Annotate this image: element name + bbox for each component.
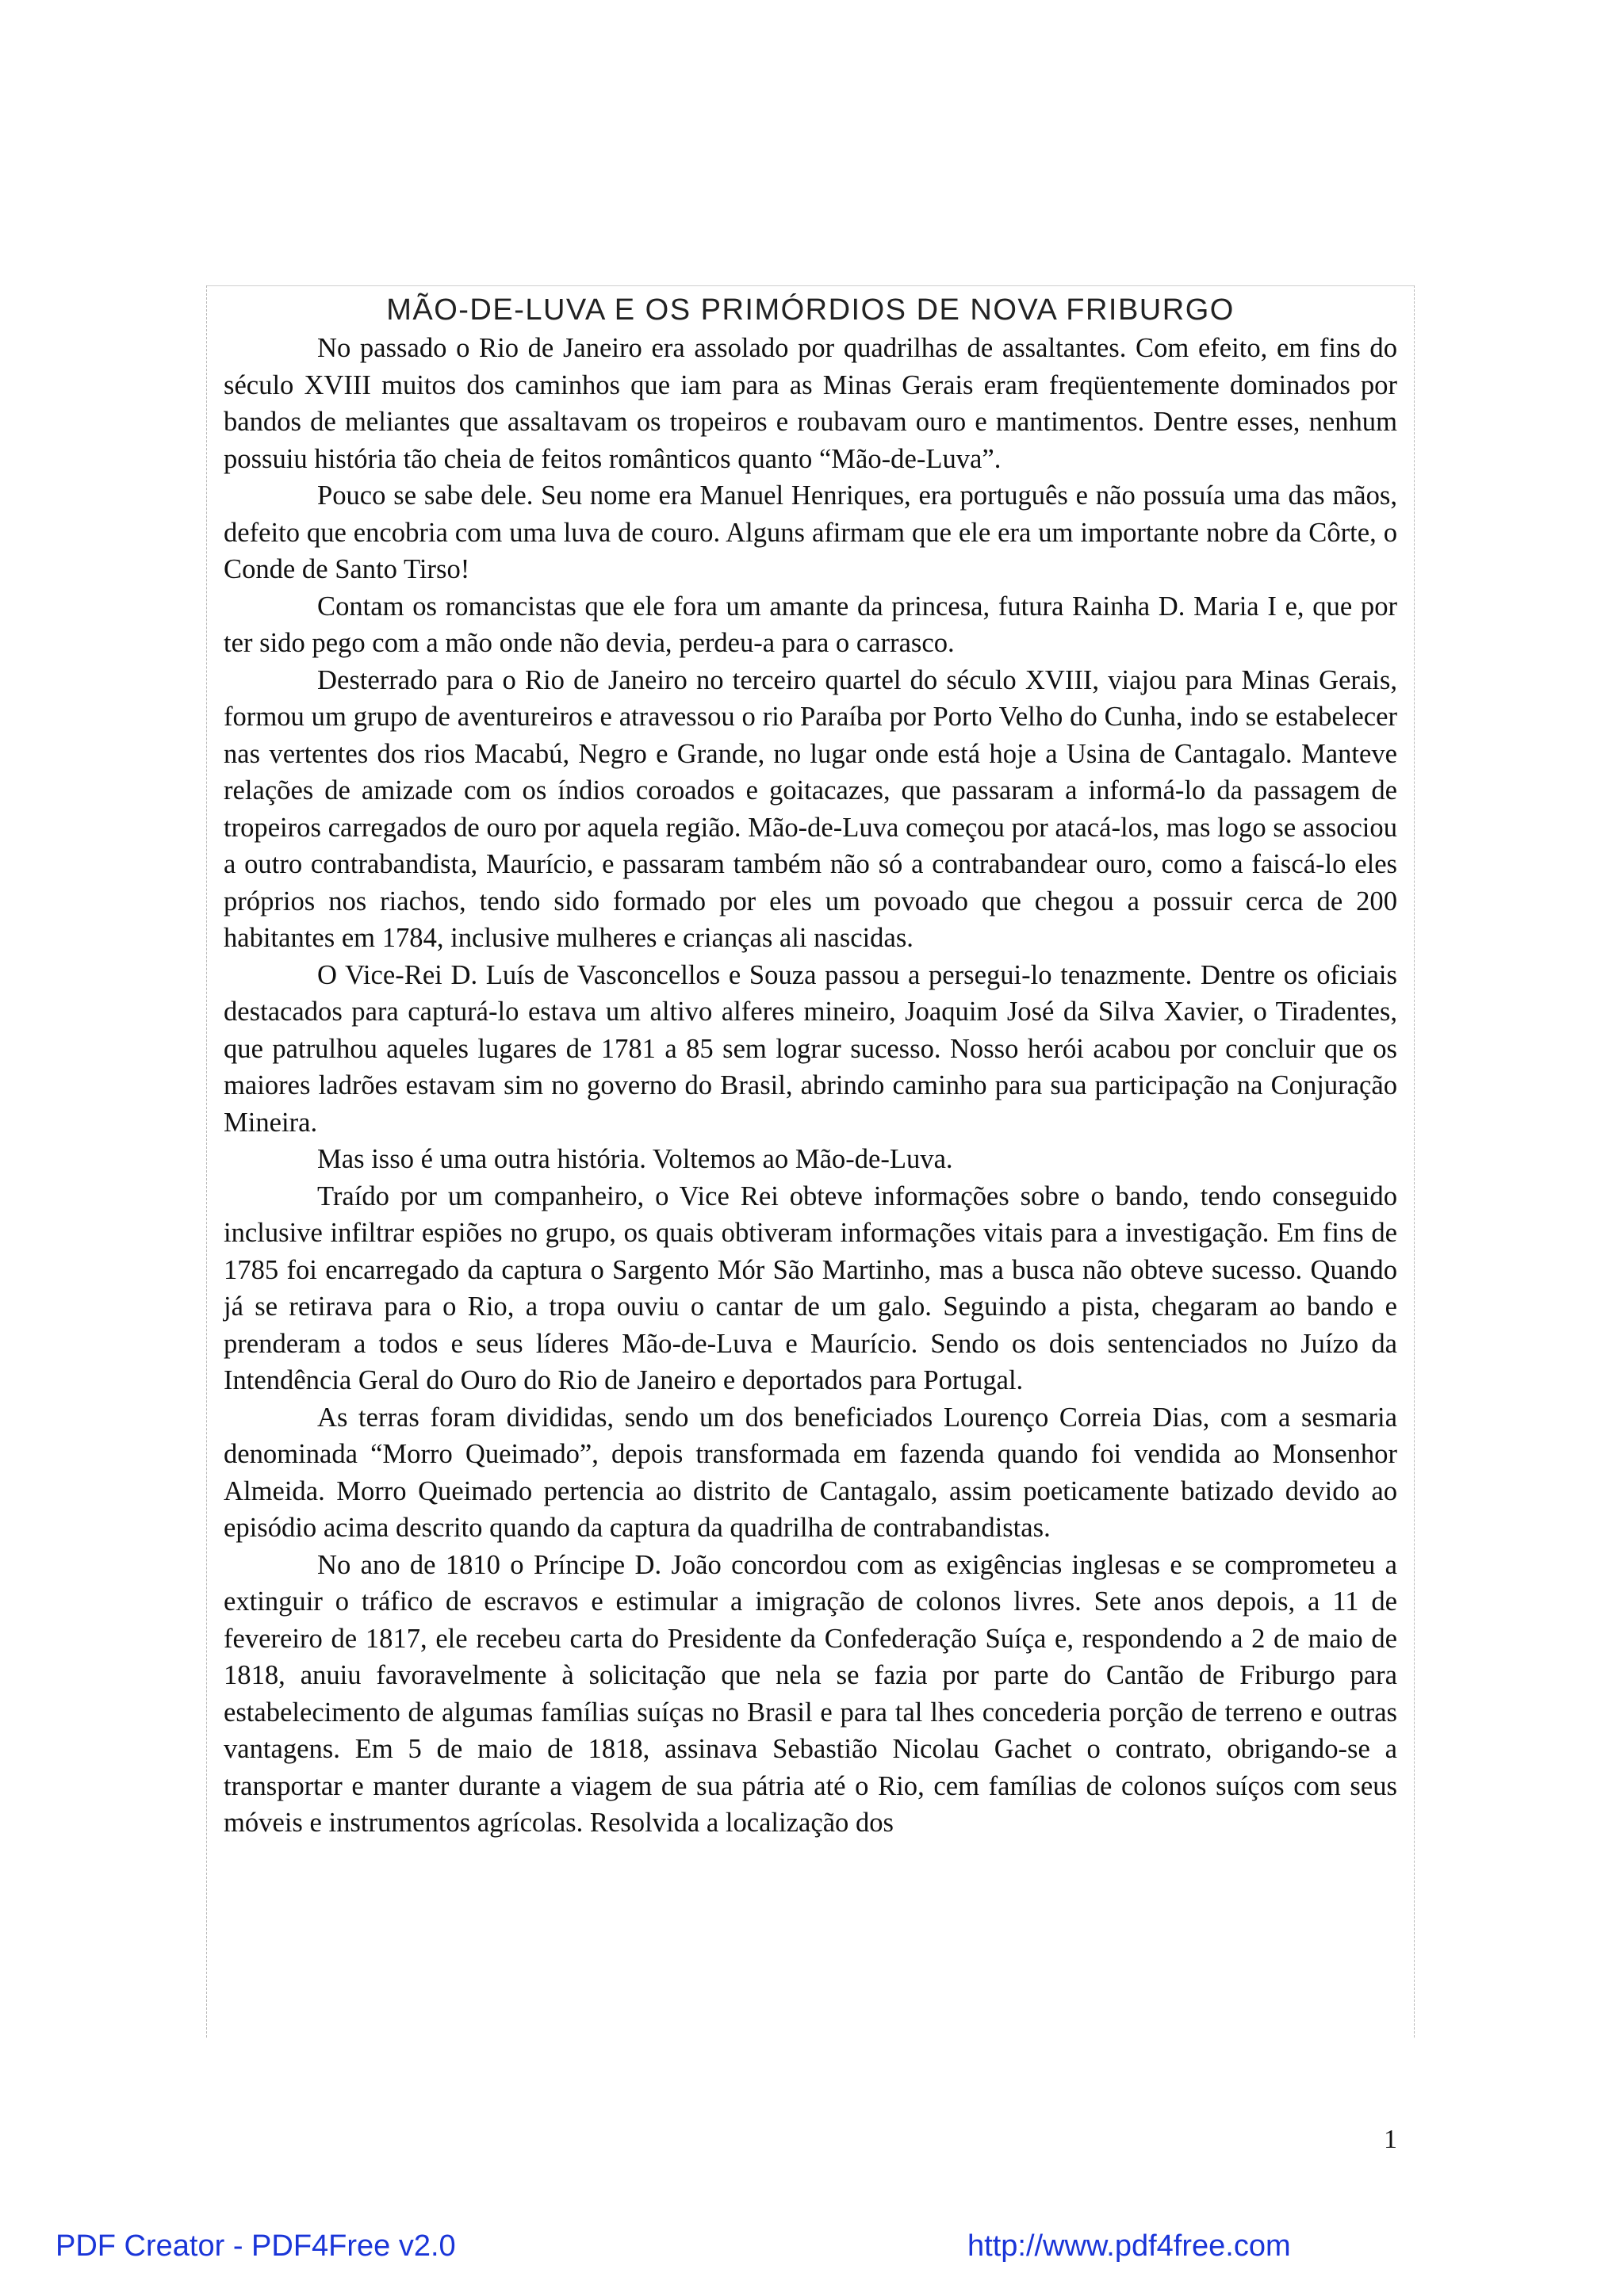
paragraph: As terras foram divididas, sendo um dos beneficiados Lourenço Correia Dias, com a sesmaria denominada “Morro Queimado”, depois transformada em fazenda quando foi vendida ao Monsenhor Almeida. Morro Queimado pertencia ao distrito de Cantagalo, assim poeticamente batizado devido ao episódio acima descrito quando da captura da quadrilha de contrabandistas. bbox=[224, 1402, 1397, 1543]
paragraph: No ano de 1810 o Príncipe D. João concordou com as exigências inglesas e se comprometeu a extinguir o tráfico de escravos e estimular a imigração de colonos livres. Sete anos depois, a 11 de fevereiro de 1817, ele recebeu carta do Presidente da Confederação Suíça e, respondendo a 2 de maio de 1818, anuiu favoravelmente à solicitação que nela se fazia por parte do Cantão de Friburgo para estabelecimento de algumas famílias suíças no Brasil e para tal lhes concederia porção de terreno e outras vantagens. Em 5 de maio de 1818, assinava Sebastião Nicolau Gachet o contrato, obrigando-se a transportar e manter durante a viagem de sua pátria até o Rio, cem famílias de colonos suíços com seus móveis e instrumentos agrícolas. Resolvida a localização dos bbox=[224, 1549, 1397, 1838]
paragraph: Contam os romancistas que ele fora um amante da princesa, futura Rainha D. Maria I e, que por ter sido pego com a mão onde não devia, perdeu-a para o carrasco. bbox=[224, 591, 1397, 658]
page-number: 1 bbox=[1384, 2125, 1397, 2154]
document-title: MÃO-DE-LUVA E OS PRIMÓRDIOS DE NOVA FRIBURGO bbox=[386, 293, 1235, 327]
paragraph: Pouco se sabe dele. Seu nome era Manuel Henriques, era português e não possuía uma das mãos, defeito que encobria com uma luva de couro. Alguns afirmam que ele era um importante nobre da Côrte, o Conde de Santo Tirso! bbox=[224, 480, 1397, 584]
paragraph: O Vice-Rei D. Luís de Vasconcellos e Souza passou a persegui-lo tenazmente. Dentre os oficiais destacados para capturá-lo estava um altivo alferes mineiro, Joaquim José da Silva Xavier, o Tiradentes, que patrulhou aqueles lugares de 1781 a 85 sem lograr sucesso. Nosso herói acabou por concluir que os maiores ladrões estavam sim no governo do Brasil, abrindo caminho para sua participação na Conjuração Mineira. bbox=[224, 959, 1397, 1138]
paragraph: Desterrado para o Rio de Janeiro no terceiro quartel do século XVIII, viajou para Minas Gerais, formou um grupo de aventureiros e atravessou o rio Paraíba por Porto Velho do Cunha, indo se estabelecer nas vertentes dos rios Macabú, Negro e Grande, no lugar onde está hoje a Usina de Cantagalo. Manteve relações de amizade com os índios coroados e goitacazes, que passaram a informá-lo da passagem de tropeiros carregados de ouro por aquela região. Mão-de-Luva começou por atacá-los, mas logo se associou a outro contrabandista, Maurício, e passaram também não só a contrabandear ouro, como a faiscá-lo eles próprios nos riachos, tendo sido formado por eles um povoado que chegou a possuir cerca de 200 habitantes em 1784, inclusive mulheres e crianças ali nascidas. bbox=[224, 664, 1397, 953]
frame-right-border bbox=[1414, 285, 1415, 2038]
frame-left-border bbox=[206, 285, 207, 2038]
paragraph: Mas isso é uma outra história. Voltemos ao Mão-de-Luva. bbox=[317, 1144, 953, 1174]
paragraph: No passado o Rio de Janeiro era assolado por quadrilhas de assaltantes. Com efeito, em fins do século XVIII muitos dos caminhos que iam para as Minas Gerais eram freqüentemente dominados por bandos de meliantes que assaltavam os tropeiros e roubavam ouro e mantimentos. Dentre esses, nenhum possuiu história tão cheia de feitos românticos quanto “Mão-de-Luva”. bbox=[224, 333, 1397, 474]
document-body bbox=[224, 292, 1397, 1842]
paragraph: Traído por um companheiro, o Vice Rei obteve informações sobre o bando, tendo conseguido inclusive infiltrar espiões no grupo, os quais obtiveram informações vitais para a investigação. Em fins de 1785 foi encarregado da captura o Sargento Mór São Martinho, mas a busca não obteve sucesso. Quando já se retirava para o Rio, a tropa ouviu o cantar de um galo. Seguindo a pista, chegaram ao bando e prenderam a todos e seus líderes Mão-de-Luva e Maurício. Sendo os dois sentenciados no Juízo da Intendência Geral do Ouro do Rio de Janeiro e deportados para Portugal. bbox=[224, 1181, 1397, 1395]
pdf4free-url-link[interactable]: http://www.pdf4free.com bbox=[967, 2229, 1291, 2263]
pdf-creator-link[interactable]: PDF Creator - PDF4Free v2.0 bbox=[56, 2229, 456, 2263]
frame-top-border bbox=[206, 285, 1415, 286]
